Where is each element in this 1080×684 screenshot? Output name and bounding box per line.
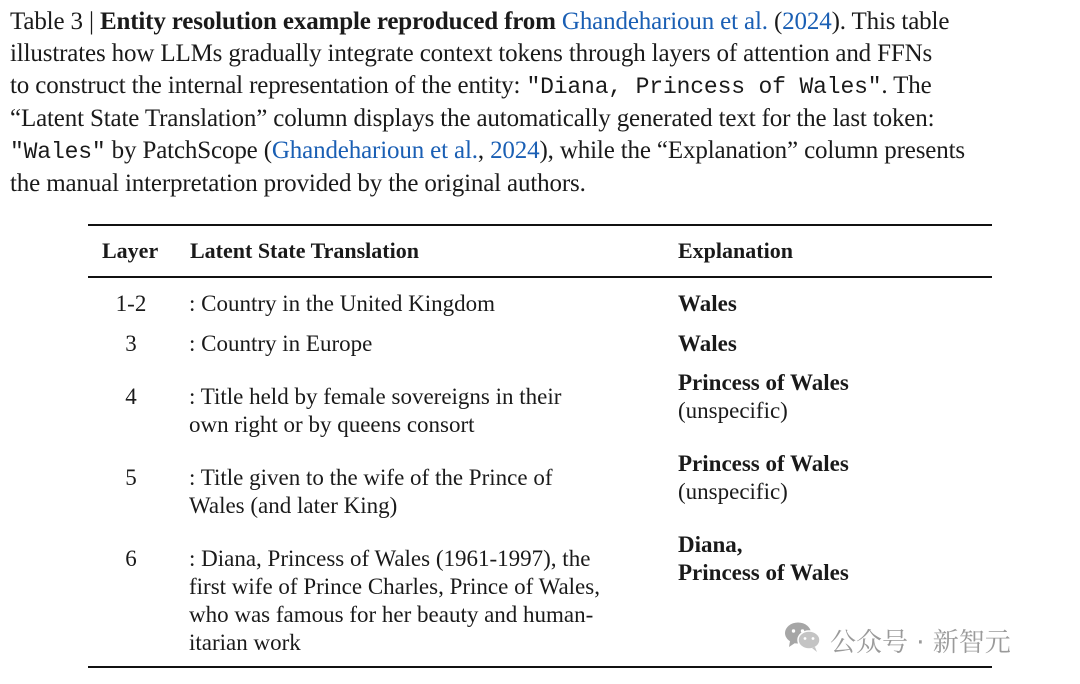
header-latent-state-translation: Latent State Translation	[190, 238, 419, 263]
row-layer: 4	[125, 384, 137, 409]
row-latent-translation	[189, 290, 659, 318]
caption-line-2: illustrates how LLMs gradually integrate context tokens through layers of attention and FFNs	[10, 40, 933, 67]
latent-line: itarian work	[189, 630, 301, 655]
header-explanation: Explanation	[678, 238, 793, 263]
latent-line: Wales (and later King)	[189, 493, 398, 518]
explanation-bold: Princess of Wales	[678, 451, 849, 476]
row-explanation	[678, 450, 978, 506]
latent-line: : Country in Europe	[189, 331, 373, 356]
latent-line: : Country in the United Kingdom	[189, 291, 496, 316]
table-top-rule	[88, 224, 992, 226]
latent-line: first wife of Prince Charles, Prince of Wales,	[189, 574, 600, 599]
row-layer: 3	[125, 331, 137, 356]
table-caption	[10, 6, 1076, 200]
explanation-note: (unspecific)	[678, 479, 788, 504]
latent-line: : Title held by female sovereigns in their	[189, 384, 562, 409]
citation-year-link[interactable]: 2024	[782, 8, 832, 35]
header-layer: Layer	[102, 238, 159, 263]
citation-link[interactable]: Ghandeharioun et al.	[271, 137, 478, 164]
caption-line-6: the manual interpretation provided by the original authors.	[10, 170, 586, 197]
latent-line: : Title given to the wife of the Prince of	[189, 465, 553, 490]
row-layer: 1-2	[115, 291, 147, 316]
caption-text: ). This table	[831, 8, 950, 35]
entity-code: "Diana, Princess of Wales"	[526, 74, 882, 100]
explanation-bold: Diana,	[678, 532, 743, 557]
latent-line: who was famous for her beauty and human-	[189, 602, 594, 627]
latent-line: : Diana, Princess of Wales (1961-1997), the	[189, 546, 591, 571]
explanation-bold: Princess of Wales	[678, 370, 849, 395]
row-latent-translation	[189, 464, 659, 520]
row-layer: 5	[125, 465, 137, 490]
explanation-bold: Wales	[678, 331, 737, 356]
token-code: "Wales"	[10, 139, 106, 165]
caption-line-5: "Wales" by PatchScope (Ghandeharioun et al., 2024), while the “Explanation” column presents	[10, 137, 965, 165]
row-layer: 6	[125, 546, 137, 571]
explanation-bold: Princess of Wales	[678, 560, 849, 585]
watermark	[784, 620, 1044, 660]
citation-year-link[interactable]: 2024	[490, 137, 540, 164]
citation-link[interactable]: Ghandeharioun et al.	[561, 8, 768, 35]
caption-label: Table 3 |	[10, 8, 94, 35]
row-explanation	[678, 531, 978, 587]
explanation-note: (unspecific)	[678, 398, 788, 423]
caption-line-1: Table 3 | Entity resolution example reproduced from Ghandeharioun et al. (2024). This table	[10, 8, 950, 35]
table-bottom-rule	[88, 666, 992, 668]
table-header-rule	[88, 276, 992, 278]
row-latent-translation	[189, 383, 659, 439]
caption-line-4: “Latent State Translation” column displays the automatically generated text for the last token:	[10, 105, 935, 132]
row-explanation	[678, 330, 978, 358]
latent-line: own right or by queens consort	[189, 412, 475, 437]
row-latent-translation	[189, 545, 659, 657]
caption-text: by PatchScope (	[105, 137, 272, 164]
caption-text: to construct the internal representation of the entity:	[10, 72, 527, 99]
caption-text: ), while the “Explanation” column presents	[539, 137, 965, 164]
row-explanation	[678, 290, 978, 318]
row-explanation	[678, 369, 978, 425]
caption-text: . The	[881, 72, 932, 99]
wechat-icon	[784, 621, 822, 660]
row-latent-translation	[189, 330, 659, 358]
caption-line-3	[10, 70, 1076, 103]
watermark-text: 公众号 · 新智元	[830, 627, 1011, 658]
caption-title: Entity resolution example reproduced from	[99, 8, 556, 35]
explanation-bold: Wales	[678, 291, 737, 316]
